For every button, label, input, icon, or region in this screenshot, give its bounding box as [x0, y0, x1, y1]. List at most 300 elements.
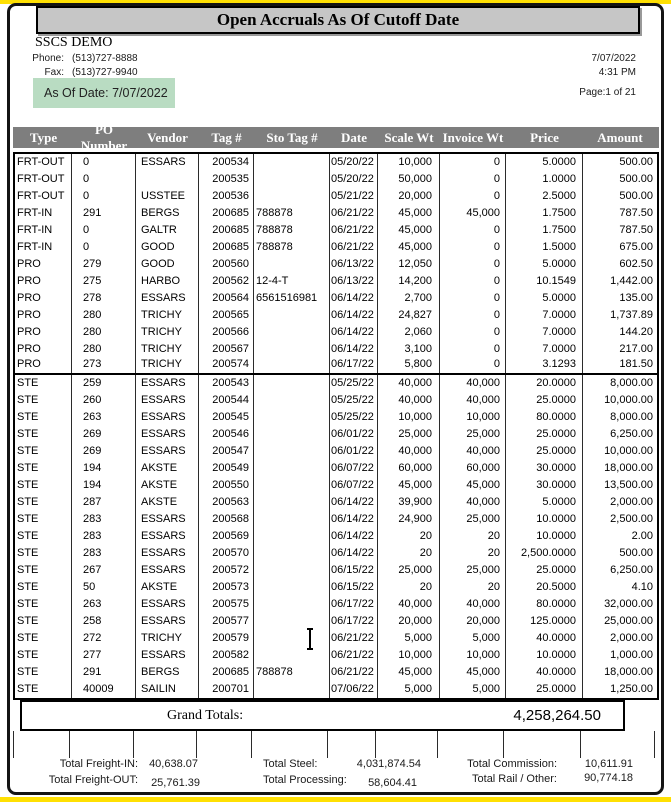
cell-tag: 200701: [199, 681, 254, 698]
cell-po-number: 273: [72, 358, 136, 373]
total-rail-other-label: Total Rail / Other:: [472, 773, 557, 785]
cell-amount: 500.00: [619, 547, 653, 559]
cell-invoice-wt: 25,000: [440, 426, 506, 443]
cell-scale-wt: 5,000: [378, 681, 440, 698]
cell-vendor: TRICHY: [136, 341, 199, 358]
cell-price: 1.7500: [506, 205, 583, 222]
column-header-date: Date: [341, 129, 367, 145]
cell-date: 06/17/22: [330, 358, 378, 373]
cell-scale-wt: 45,000: [378, 205, 440, 222]
print-time: 4:31 PM: [598, 67, 636, 78]
cell-sto-tag: [254, 443, 330, 460]
cell-po-number: 269: [72, 426, 136, 443]
cell-scale-wt: 45,000: [378, 222, 440, 239]
total-freight-in-label: Total Freight-IN:: [59, 758, 138, 770]
cell-invoice-wt: 25,000: [440, 511, 506, 528]
cell-vendor: ESSARS: [136, 596, 199, 613]
cell-amount: 4.10: [631, 581, 653, 593]
cell-tag: 200572: [199, 562, 254, 579]
cell-tag: 200685: [199, 664, 254, 681]
company-name: SSCS DEMO: [35, 35, 113, 50]
cell-type: STE: [15, 579, 72, 596]
cell-vendor: ESSARS: [136, 613, 199, 630]
column-header-vendor: Vendor: [147, 129, 188, 145]
total-commission-label: Total Commission:: [467, 758, 557, 770]
cell-type: FRT-IN: [15, 239, 72, 256]
cell-tag: 200550: [199, 477, 254, 494]
cell-date: 06/21/22: [330, 647, 378, 664]
cell-vendor: ESSARS: [136, 154, 199, 171]
cell-amount: 2,000.00: [610, 632, 653, 644]
cell-sto-tag: [254, 426, 330, 443]
cell-price: 10.0000: [506, 647, 583, 664]
cell-vendor: ESSARS: [136, 375, 199, 392]
cell-date: 06/14/22: [330, 307, 378, 324]
cell-po-number: 194: [72, 477, 136, 494]
cell-invoice-wt: 20: [440, 528, 506, 545]
table-row: [15, 681, 657, 698]
cell-sto-tag: [254, 511, 330, 528]
cell-date: 06/14/22: [330, 341, 378, 358]
cell-invoice-wt: 40,000: [440, 596, 506, 613]
column-stub: [252, 731, 328, 758]
cell-date: 05/20/22: [330, 154, 378, 171]
cell-sto-tag: [254, 630, 330, 647]
cell-price: 20.0000: [506, 375, 583, 392]
cell-vendor: GALTR: [136, 222, 199, 239]
cell-amount: 181.50: [619, 358, 653, 370]
cell-po-number: 279: [72, 256, 136, 273]
cell-scale-wt: 39,900: [378, 494, 440, 511]
table-row: [15, 409, 657, 426]
cell-vendor: ESSARS: [136, 426, 199, 443]
cell-price: 5.0000: [506, 290, 583, 307]
table-row: [15, 613, 657, 630]
cell-tag: 200582: [199, 647, 254, 664]
cell-tag: 200573: [199, 579, 254, 596]
cell-price: 20.5000: [506, 579, 583, 596]
fax-value: (513)727-9940: [72, 67, 138, 78]
cell-scale-wt: 20: [378, 528, 440, 545]
column-header-tag: Tag #: [211, 129, 242, 145]
cell-po-number: 275: [72, 273, 136, 290]
cell-price: 2,500.0000: [506, 545, 583, 562]
cell-amount: 10,000.00: [604, 394, 653, 406]
cell-tag: 200685: [199, 205, 254, 222]
cell-scale-wt: 20,000: [378, 188, 440, 205]
cell-price: 25.0000: [506, 681, 583, 698]
cell-amount: 8,000.00: [610, 411, 653, 423]
cell-amount: 1,000.00: [610, 649, 653, 661]
cell-sto-tag: [254, 613, 330, 630]
cell-sto-tag: [254, 647, 330, 664]
cell-type: PRO: [15, 358, 72, 373]
cell-price: 5.0000: [506, 494, 583, 511]
cell-price: 10.0000: [506, 528, 583, 545]
table-row: [15, 477, 657, 494]
cell-scale-wt: 2,060: [378, 324, 440, 341]
cell-tag: 200575: [199, 596, 254, 613]
column-stub: [328, 731, 376, 758]
cell-tag: 200574: [199, 358, 254, 373]
table-row: [15, 426, 657, 443]
cell-amount: 602.50: [619, 258, 653, 270]
cell-vendor: AKSTE: [136, 460, 199, 477]
cell-invoice-wt: 0: [440, 188, 506, 205]
cell-type: FRT-IN: [15, 205, 72, 222]
cell-po-number: 287: [72, 494, 136, 511]
cell-tag: 200579: [199, 630, 254, 647]
cell-price: 3.1293: [506, 358, 583, 373]
cell-date: 05/25/22: [330, 409, 378, 426]
cell-type: STE: [15, 511, 72, 528]
cell-vendor: TRICHY: [136, 630, 199, 647]
cell-invoice-wt: 0: [440, 171, 506, 188]
cell-vendor: GOOD: [136, 256, 199, 273]
cell-po-number: 263: [72, 596, 136, 613]
cell-sto-tag: 12-4-T: [254, 273, 330, 290]
cell-scale-wt: 2,700: [378, 290, 440, 307]
cell-scale-wt: 5,000: [378, 630, 440, 647]
cell-sto-tag: [254, 307, 330, 324]
cell-tag: 200685: [199, 239, 254, 256]
cell-price: 25.0000: [506, 392, 583, 409]
cell-scale-wt: 40,000: [378, 596, 440, 613]
column-stub: [70, 731, 134, 758]
cell-price: 40.0000: [506, 630, 583, 647]
cell-invoice-wt: 0: [440, 341, 506, 358]
cell-scale-wt: 45,000: [378, 477, 440, 494]
cell-po-number: 0: [72, 239, 136, 256]
cell-sto-tag: [254, 375, 330, 392]
cell-invoice-wt: 0: [440, 273, 506, 290]
cell-vendor: USSTEE: [136, 188, 199, 205]
cell-scale-wt: 24,900: [378, 511, 440, 528]
cell-tag: 200566: [199, 324, 254, 341]
as-of-date-highlight: As Of Date: 7/07/2022: [33, 78, 175, 108]
cell-scale-wt: 60,000: [378, 460, 440, 477]
cell-invoice-wt: 40,000: [440, 375, 506, 392]
cell-tag: 200568: [199, 511, 254, 528]
cell-amount: 787.50: [619, 224, 653, 236]
print-date: 7/07/2022: [591, 53, 636, 64]
cell-sto-tag: [254, 358, 330, 373]
cell-vendor: HARBO: [136, 273, 199, 290]
phone-label: Phone:: [32, 53, 64, 64]
table-row: [15, 664, 657, 681]
cell-invoice-wt: 40,000: [440, 392, 506, 409]
cell-price: 25.0000: [506, 562, 583, 579]
cell-date: 06/13/22: [330, 256, 378, 273]
cell-vendor: ESSARS: [136, 392, 199, 409]
cell-po-number: 263: [72, 409, 136, 426]
cell-tag: 200562: [199, 273, 254, 290]
cell-po-number: 269: [72, 443, 136, 460]
cell-scale-wt: 20: [378, 545, 440, 562]
cell-price: 1.7500: [506, 222, 583, 239]
cell-tag: 200534: [199, 154, 254, 171]
table-row: [15, 290, 657, 307]
cell-invoice-wt: 0: [440, 290, 506, 307]
cell-type: STE: [15, 443, 72, 460]
cell-amount: 13,500.00: [604, 479, 653, 491]
cell-tag: 200570: [199, 545, 254, 562]
grand-totals-label: Grand Totals:: [167, 708, 244, 723]
text-cursor-ibeam-icon: [306, 628, 314, 650]
table-body: [13, 152, 659, 700]
cell-tag: 200564: [199, 290, 254, 307]
cell-invoice-wt: 25,000: [440, 562, 506, 579]
column-line-stubs: [13, 731, 659, 758]
fax-label: Fax:: [44, 67, 64, 78]
table-row: [15, 358, 657, 375]
cell-scale-wt: 20: [378, 579, 440, 596]
cell-price: 25.0000: [506, 426, 583, 443]
cell-sto-tag: [254, 579, 330, 596]
cell-vendor: AKSTE: [136, 477, 199, 494]
table-row: [15, 630, 657, 647]
cell-amount: 675.00: [619, 241, 653, 253]
cell-sto-tag: [254, 324, 330, 341]
cell-vendor: ESSARS: [136, 443, 199, 460]
cell-invoice-wt: 20: [440, 545, 506, 562]
cell-invoice-wt: 0: [440, 256, 506, 273]
cell-price: 125.0000: [506, 613, 583, 630]
cell-po-number: 0: [72, 222, 136, 239]
cell-date: 06/15/22: [330, 579, 378, 596]
cell-vendor: ESSARS: [136, 545, 199, 562]
total-rail-other-value: 90,774.18: [584, 772, 633, 784]
cell-po-number: 260: [72, 392, 136, 409]
cell-sto-tag: [254, 409, 330, 426]
cell-scale-wt: 3,100: [378, 341, 440, 358]
table-row: [15, 460, 657, 477]
cell-date: 05/25/22: [330, 392, 378, 409]
cell-amount: 787.50: [619, 207, 653, 219]
cell-price: 10.0000: [506, 511, 583, 528]
cell-scale-wt: 12,050: [378, 256, 440, 273]
cell-date: 06/07/22: [330, 477, 378, 494]
cell-amount: 18,000.00: [604, 462, 653, 474]
phone-value: (513)727-8888: [72, 53, 138, 64]
cell-tag: 200535: [199, 171, 254, 188]
column-stub: [14, 731, 70, 758]
cell-type: STE: [15, 409, 72, 426]
cell-date: 06/21/22: [330, 205, 378, 222]
cell-sto-tag: 788878: [254, 205, 330, 222]
cell-sto-tag: [254, 188, 330, 205]
cell-amount: 2.00: [631, 530, 653, 542]
cell-scale-wt: 25,000: [378, 426, 440, 443]
table-row: [15, 528, 657, 545]
cell-po-number: 277: [72, 647, 136, 664]
cell-amount: 32,000.00: [604, 598, 653, 610]
cell-sto-tag: [254, 154, 330, 171]
cell-amount: 6,250.00: [610, 428, 653, 440]
cell-price: 2.5000: [506, 188, 583, 205]
cell-date: 06/01/22: [330, 426, 378, 443]
cell-type: PRO: [15, 341, 72, 358]
cell-scale-wt: 10,000: [378, 647, 440, 664]
cell-type: STE: [15, 494, 72, 511]
cell-sto-tag: [254, 171, 330, 188]
cell-vendor: GOOD: [136, 239, 199, 256]
cell-date: 07/06/22: [330, 681, 378, 698]
cell-scale-wt: 14,200: [378, 273, 440, 290]
cell-invoice-wt: 0: [440, 154, 506, 171]
cell-price: 30.0000: [506, 460, 583, 477]
cell-amount: 217.00: [619, 343, 653, 355]
total-freight-out-label: Total Freight-OUT:: [48, 774, 138, 786]
table-row: [15, 511, 657, 528]
cell-po-number: 40009: [72, 681, 136, 698]
cell-type: PRO: [15, 273, 72, 290]
cell-vendor: TRICHY: [136, 307, 199, 324]
table-row: [15, 205, 657, 222]
cell-price: 5.0000: [506, 256, 583, 273]
cell-po-number: 0: [72, 188, 136, 205]
cell-tag: 200549: [199, 460, 254, 477]
cell-invoice-wt: 0: [440, 358, 506, 373]
cell-po-number: 283: [72, 545, 136, 562]
cell-sto-tag: [254, 341, 330, 358]
cell-sto-tag: 6561516981: [254, 290, 330, 307]
cell-vendor: ESSARS: [136, 511, 199, 528]
total-steel-label: Total Steel:: [263, 758, 318, 770]
column-header-sto-tag: Sto Tag #: [266, 129, 318, 145]
total-commission-value: 10,611.91: [584, 758, 633, 770]
total-freight-out-value: 25,761.39: [151, 777, 200, 789]
cell-date: 06/17/22: [330, 613, 378, 630]
cell-tag: 200685: [199, 222, 254, 239]
cell-po-number: 283: [72, 511, 136, 528]
cell-sto-tag: [254, 477, 330, 494]
cell-amount: 500.00: [619, 190, 653, 202]
cell-invoice-wt: 0: [440, 239, 506, 256]
cell-sto-tag: [254, 256, 330, 273]
cell-amount: 144.20: [619, 326, 653, 338]
cell-type: STE: [15, 681, 72, 698]
report-title-bar: [36, 6, 640, 34]
cell-date: 06/21/22: [330, 222, 378, 239]
window-frame-bottom: [0, 797, 671, 802]
cell-po-number: 194: [72, 460, 136, 477]
grand-totals-box: [20, 700, 625, 731]
cell-price: 7.0000: [506, 307, 583, 324]
cell-invoice-wt: 45,000: [440, 664, 506, 681]
cell-price: 40.0000: [506, 664, 583, 681]
table-row: [15, 545, 657, 562]
cell-amount: 1,442.00: [610, 275, 653, 287]
cell-po-number: 280: [72, 341, 136, 358]
column-header-po-number: PO Number: [80, 121, 128, 153]
report-title: Open Accruals As Of Cutoff Date: [216, 10, 460, 29]
cell-type: FRT-IN: [15, 222, 72, 239]
cell-invoice-wt: 0: [440, 222, 506, 239]
cell-amount: 6,250.00: [610, 564, 653, 576]
cell-scale-wt: 50,000: [378, 171, 440, 188]
column-header-type: Type: [29, 129, 58, 145]
cell-amount: 2,500.00: [610, 513, 653, 525]
cell-amount: 2,000.00: [610, 496, 653, 508]
cell-type: PRO: [15, 307, 72, 324]
page-indicator: Page:1 of 21: [579, 87, 636, 98]
cell-scale-wt: 40,000: [378, 375, 440, 392]
cell-type: STE: [15, 426, 72, 443]
cell-invoice-wt: 10,000: [440, 647, 506, 664]
table-row: [15, 171, 657, 188]
cell-po-number: 258: [72, 613, 136, 630]
table-row: [15, 562, 657, 579]
cell-po-number: 291: [72, 664, 136, 681]
cell-type: FRT-OUT: [15, 188, 72, 205]
cell-invoice-wt: 40,000: [440, 443, 506, 460]
column-header-price: Price: [530, 129, 559, 145]
cell-date: 05/21/22: [330, 188, 378, 205]
cell-date: 06/21/22: [330, 664, 378, 681]
total-steel-value: 4,031,874.54: [356, 758, 421, 770]
table-header-row: [13, 121, 659, 153]
cell-invoice-wt: 20: [440, 579, 506, 596]
table-row: [15, 256, 657, 273]
cell-amount: 1,250.00: [610, 683, 653, 695]
column-header-scale-wt: Scale Wt: [384, 129, 434, 145]
cell-date: 06/21/22: [330, 630, 378, 647]
table-row: [15, 307, 657, 324]
cell-vendor: TRICHY: [136, 324, 199, 341]
cell-date: 06/01/22: [330, 443, 378, 460]
cell-amount: 18,000.00: [604, 666, 653, 678]
cell-type: STE: [15, 460, 72, 477]
cell-invoice-wt: 60,000: [440, 460, 506, 477]
cell-date: 06/17/22: [330, 596, 378, 613]
cell-type: STE: [15, 392, 72, 409]
cell-amount: 500.00: [619, 173, 653, 185]
column-stub: [376, 731, 438, 758]
cell-amount: 10,000.00: [604, 445, 653, 457]
cell-sto-tag: [254, 494, 330, 511]
cell-po-number: 0: [72, 154, 136, 171]
cell-price: 10.1549: [506, 273, 583, 290]
cell-amount: 8,000.00: [610, 377, 653, 389]
cell-scale-wt: 40,000: [378, 443, 440, 460]
cell-date: 06/14/22: [330, 290, 378, 307]
cell-vendor: ESSARS: [136, 290, 199, 307]
cell-tag: 200545: [199, 409, 254, 426]
cell-sto-tag: 788878: [254, 664, 330, 681]
cell-scale-wt: 20,000: [378, 613, 440, 630]
cell-sto-tag: [254, 528, 330, 545]
cell-type: PRO: [15, 256, 72, 273]
cell-tag: 200569: [199, 528, 254, 545]
cell-scale-wt: 10,000: [378, 154, 440, 171]
cell-price: 30.0000: [506, 477, 583, 494]
cell-price: 25.0000: [506, 443, 583, 460]
cell-price: 80.0000: [506, 596, 583, 613]
cell-sto-tag: 788878: [254, 239, 330, 256]
cell-invoice-wt: 45,000: [440, 477, 506, 494]
cell-sto-tag: 788878: [254, 222, 330, 239]
table-row: [15, 154, 657, 171]
cell-tag: 200536: [199, 188, 254, 205]
cell-type: STE: [15, 613, 72, 630]
column-header-amount: Amount: [597, 129, 643, 145]
cell-date: 06/14/22: [330, 528, 378, 545]
cell-vendor: ESSARS: [136, 409, 199, 426]
grand-totals-value: 4,258,264.50: [513, 707, 601, 724]
cell-type: PRO: [15, 324, 72, 341]
cell-invoice-wt: 5,000: [440, 681, 506, 698]
